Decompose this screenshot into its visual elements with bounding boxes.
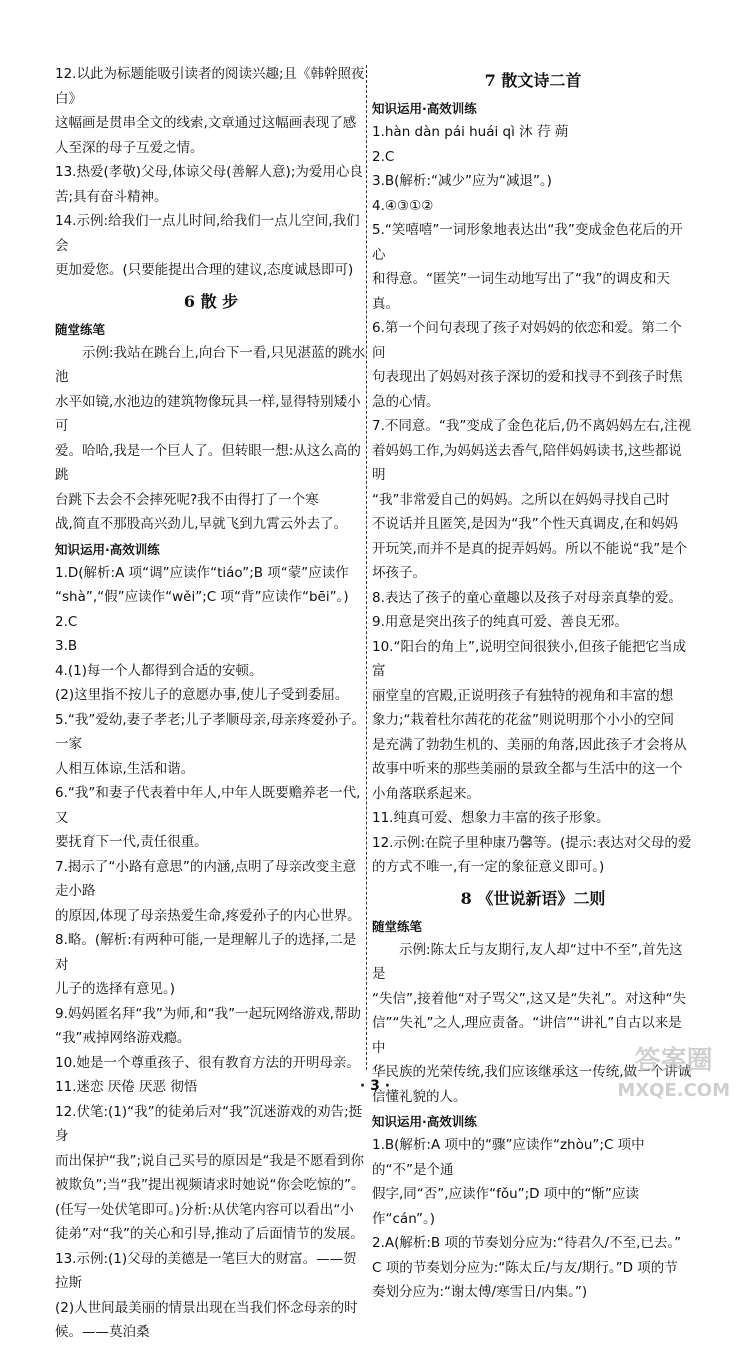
text-line: 3.B [55,638,78,654]
text-line: 华民族的光荣传统,我们应该继承这一传统,做一个讲诚 [372,1064,692,1080]
watermark-logo: 答案圈 MXQE.COM [617,1046,730,1101]
text-line: 不说话并且匿笑,是因为“我”个性天真调皮,在和妈妈 [372,516,679,532]
text-line: 2.A(解析:B 项的节奏划分应为:“待君久/不至,已去。” [372,1235,682,1251]
section-8-subheading-training: 知识运用·高效训练 [372,1114,477,1129]
text-line: 被欺负”;当“我”提出视频请求时她说“你会吃惊的”。 [55,1177,365,1193]
text-line: 13.热爱(孝敬)父母,体谅父母(善解人意);为爱用心良 [55,164,363,180]
text-line: 开玩笑,而并不是真的捉弄妈妈。所以不能说“我”是个 [372,540,688,557]
text-line: 12.伏笔:(1)“我”的徒弟后对“我”沉迷游戏的劝告;挺身 [55,1103,363,1144]
text-line: 的方式不唯一,有一定的象征意义即可。) [372,859,605,875]
text-line: 1.B(解析:A 项中的“骤”应读作“zhòu”;C 项中的“不”是个通 [372,1137,645,1178]
text-line: 6.第一个问句表现了孩子对妈妈的依恋和爱。第二个问 [372,320,682,361]
section-8-subheading-practice: 随堂练笔 [372,918,423,934]
text-line: 水平如镜,水池边的建筑物像玩具一样,显得特别矮小可 [55,393,361,434]
text-line: C 项的节奏划分应为:“陈太丘/与友/期行。”D 项的节 [372,1259,678,1276]
text-line: 人至深的母子互爱之情。 [55,139,204,156]
section-6-practice-text [55,341,367,537]
text-line: 急的心情。 [372,393,440,410]
text-line: 4.④③①② [372,197,434,214]
text-line: 9.用意是突出孩子的纯真可爱、善良无邪。 [372,614,628,630]
text-line: 这幅画是贯串全文的线索,文章通过这幅画表现了感 [55,115,357,131]
text-line: 苦;具有奋斗精神。 [55,188,168,205]
text-line: 8.略。(解析:有两种可能,一是理解儿子的选择,二是对 [55,932,357,973]
section-6-answers [55,561,367,1345]
text-line: 13.示例:(1)父母的美德是一笔巨大的财富。——贺拉斯 [55,1250,357,1291]
text-line: (2)这里指不按儿子的意愿办事,使儿子受到委屈。 [55,687,349,703]
right-column [372,62,694,1305]
text-line: 奏划分应为:“谢太傅/寒雪日/内集。”) [372,1284,588,1300]
section-7-title: 7 散文诗二首 [484,71,582,90]
text-line: 信”“失礼”之人,理应责备。“讲信”“讲礼”自古以来是中 [372,1015,682,1056]
text-line: 台跳下去会不会摔死呢?我不由得打了一个寒 [55,491,319,508]
text-line: 是充满了勃勃生机的、美丽的角落,因此孩子才会将从 [372,736,687,753]
text-line: 10.“阳台的角上”,说明空间很狭小,但孩子能把它当成富 [372,638,687,679]
text-line: “shà”,“假”应读作“wěi”;C 项“背”应读作“bēi”。) [55,589,349,605]
section-7-answers [372,120,694,880]
text-line: 示例:我站在跳台上,向台下一看,只见湛蓝的跳水池 [55,344,366,385]
text-line: 11.纯真可爱、想象力丰富的孩子形象。 [372,810,610,826]
text-line: 着妈妈工作,为妈妈送去香气,陪伴妈妈读书,这些都说明 [372,442,682,483]
text-line: 儿子的选择有意见。) [55,981,176,997]
text-line: 1.D(解析:A 项“调”应读作“tiáo”;B 项“蒙”应读作 [55,564,349,581]
text-line: 11.迷恋 厌倦 厌恶 彻悟 [55,1079,198,1095]
text-line: “失信”,接着他“对子骂父”,这又是“失礼”。对这种“失 [372,990,687,1007]
text-line: 9.妈妈匿名拜“我”为师,和“我”一起玩网络游戏,帮助 [55,1005,361,1022]
section-6-subheading-training: 知识运用·高效训练 [55,541,160,557]
text-line: 3.B(解析:“减少”应为“减退”。) [372,173,552,189]
section-7-subheading-training: 知识运用·高效训练 [372,101,477,116]
text-line: 更加爱您。(只要能提出合理的建议,态度诚恳即可) [55,262,354,278]
text-line: (任写一处伏笔即可。)分析:从伏笔内容可以看出“小 [55,1201,354,1218]
text-line: 小角落联系起来。 [372,785,480,802]
text-line: 4.(1)每一个人都得到合适的安顿。 [55,662,263,679]
text-line: 2.C [55,613,78,630]
text-line: 坏孩子。 [372,565,426,581]
text-line: 句表现出了妈妈对孩子深切的爱和找寻不到孩子时焦 [372,369,683,385]
text-line: 7.不同意。“我”变成了金色花后,仍不离妈妈左右,注视 [372,418,691,434]
text-line: 假字,同“否”,应读作“fǒu”;D 项中的“惭”应读作“cán”。) [372,1186,639,1227]
text-line: 故事中听来的那些美丽的景致全都与生活中的这一个 [372,761,683,777]
text-line: 信懂礼貌的人。 [372,1088,467,1105]
text-line: 6.“我”和妻子代表着中年人,中年人既要赡养老一代,又 [55,785,361,826]
text-line: 7.揭示了“小路有意思”的内涵,点明了母亲改变主意走小路 [55,858,357,899]
text-line: (2)人世间最美丽的情景出现在当我们怀念母亲的时 [55,1299,358,1316]
left-column [55,62,367,1345]
text-line: 爱。哈哈,我是一个巨人了。但转眼一想:从这么高的跳 [55,442,361,483]
left-top-answers [55,62,367,283]
text-line: 而出保护“我”;说自己买号的原因是“我是不愿看到你 [55,1152,365,1169]
section-8-title: 8 《世说新语》二则 [460,888,606,908]
text-line: “我”戒掉网络游戏瘾。 [55,1030,191,1046]
page-number: · 3 · [359,1078,391,1094]
text-line: 人相互体谅,生活和谐。 [55,760,195,777]
text-line: 10.她是一个尊重孩子、很有教育方法的开明母亲。 [55,1054,360,1071]
text-line: 5.“我”爱幼,妻子孝老;儿子孝顺母亲,母亲疼爱孙子。一家 [55,711,365,752]
text-line: 12.以此为标题能吸引读者的阅读兴趣;且《韩幹照夜白》 [55,66,365,107]
text-line: 2.C [372,148,395,165]
text-line: 14.示例:给我们一点儿时间,给我们一点儿空间,我们会 [55,213,360,254]
text-line: 12.示例:在院子里种康乃馨等。(提示:表达对父母的爱 [372,834,692,851]
text-line: 和得意。“匿笑”一词生动地写出了“我”的调皮和天真。 [372,271,670,312]
section-6-subheading-practice: 随堂练笔 [55,321,106,337]
text-line: 要抚育下一代,责任很重。 [55,834,208,850]
text-line: 徒弟”对“我”的关心和引导,推动了后面情节的发展。 [55,1226,364,1242]
text-line: 丽堂皇的宫殿,正说明孩子有独特的视角和丰富的想 [372,687,674,704]
text-line: 的原因,体现了母亲热爱生命,疼爱孙子的内心世界。 [55,907,361,924]
text-line: 示例:陈太丘与友期行,友人却“过中不至”,首先这是 [372,941,683,982]
text-line: 8.表达了孩子的童心童趣以及孩子对母亲真挚的爱。 [372,589,682,606]
text-line: 象力;“栽着杜尔茜花的花盆”则说明那个小小的空间 [372,712,675,728]
section-6-title: 6 散 步 [183,291,239,311]
text-line: “我”非常爱自己的妈妈。之所以在妈妈寻找自己时 [372,491,670,508]
text-line: 候。——莫泊桑 [55,1324,150,1340]
section-8-answers [372,1133,694,1305]
text-line: 1.hàn dàn pái huái qì 沐 荇 蒴 [372,124,569,140]
text-line: 战,简直不那股高兴劲儿,早就飞到九霄云外去了。 [55,516,348,532]
text-line: 5.“笑嘻嘻”一词形象地表达出“我”变成金色花后的开心 [372,222,683,263]
